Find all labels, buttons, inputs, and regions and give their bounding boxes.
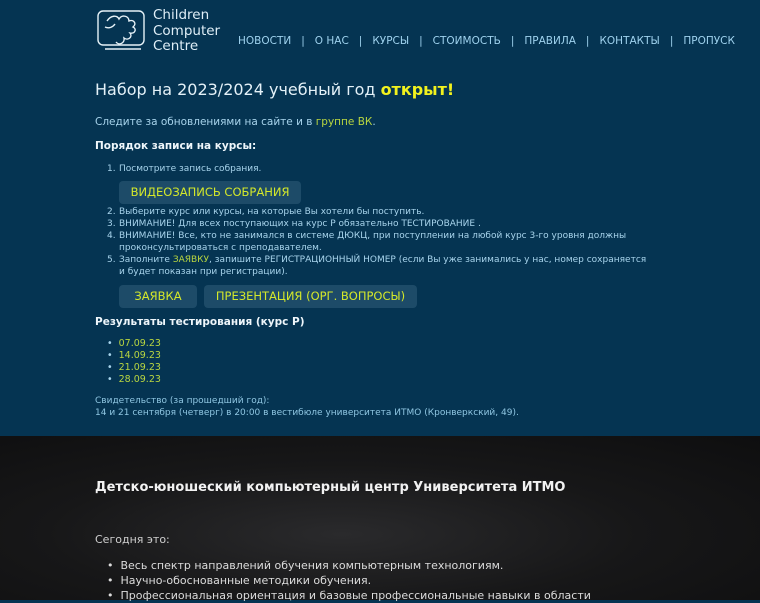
- presentation-button[interactable]: ПРЕЗЕНТАЦИЯ (ОРГ. ВОПРОСЫ): [204, 285, 417, 308]
- step-text: ВНИМАНИЕ! Все, кто не занимался в системе ДЮКЦ, при поступлении на любой курс 3-го уровня должны проконсультироваться с преподавателем.: [119, 231, 627, 253]
- nav-pass[interactable]: ПРОПУСК: [683, 35, 735, 47]
- video-recording-button[interactable]: ВИДЕОЗАПИСЬ СОБРАНИЯ: [119, 181, 301, 204]
- list-item: [107, 218, 647, 230]
- list-item: [107, 163, 647, 175]
- step-text: Выберите курс или курсы, на которые Вы хотели бы поступить.: [119, 207, 425, 217]
- list-item: • 28.09.23: [107, 374, 161, 385]
- step-text: ВНИМАНИЕ! Для всех поступающих на курс P обязательно ТЕСТИРОВАНИЕ .: [119, 219, 481, 229]
- step-number: 2.: [107, 207, 116, 217]
- nav-rules[interactable]: ПРАВИЛА: [524, 35, 576, 47]
- nav-about[interactable]: О НАС: [314, 35, 349, 47]
- step-text: Посмотрите запись собрания.: [119, 164, 262, 174]
- results-title: Результаты тестирования (курс P): [95, 316, 305, 328]
- step-number: 5.: [107, 255, 116, 265]
- step-text: Заполните: [119, 255, 173, 265]
- result-link[interactable]: 07.09.23: [118, 338, 161, 349]
- logo-icon[interactable]: [97, 9, 147, 53]
- nav-courses[interactable]: КУРСЫ: [372, 35, 410, 47]
- list-item: • Профессиональная ориентация и базовые профессиональные навыки в области: [107, 589, 591, 602]
- about-list: [107, 558, 591, 603]
- step-number: 3.: [107, 219, 116, 229]
- order-title: Порядок записи на курсы:: [95, 140, 257, 152]
- nav-separator: |: [358, 35, 363, 47]
- brand-line: Centre: [153, 38, 199, 54]
- list-item: [107, 206, 647, 218]
- nav-separator: |: [585, 35, 590, 47]
- about-intro: Сегодня это:: [95, 533, 170, 546]
- list-item: • 07.09.23: [107, 338, 161, 349]
- step-text: , запишите РЕГИСТРАЦИОННЫЙ НОМЕР (если Вы уже занимались у нас, номер сохраняется и будет показан при регистрации).: [119, 255, 647, 277]
- nav-separator: |: [419, 35, 423, 47]
- follow-end: .: [372, 116, 376, 128]
- main-nav: [238, 35, 735, 47]
- step-number: 1.: [107, 164, 116, 174]
- nav-separator: |: [669, 35, 674, 47]
- about-title: Детско-юношеский компьютерный центр Университета ИТМО: [95, 480, 566, 495]
- nav-contacts[interactable]: КОНТАКТЫ: [599, 35, 660, 47]
- list-item: [107, 230, 647, 254]
- follow-label: Следите за обновлениями на сайте и в: [95, 116, 316, 128]
- nav-price[interactable]: СТОИМОСТЬ: [432, 35, 501, 47]
- vk-group-link[interactable]: группе ВК: [315, 116, 373, 128]
- list-item: [107, 254, 647, 278]
- result-link[interactable]: 21.09.23: [118, 362, 161, 373]
- headline-text: Набор на 2023/2024 учебный год: [95, 80, 381, 99]
- about-item: Профессиональная ориентация и базовые профессиональные навыки в области: [120, 589, 591, 602]
- result-link[interactable]: 28.09.23: [118, 374, 161, 385]
- list-item: • Весь спектр направлений обучения компьютерным технологиям.: [107, 559, 504, 572]
- brand-line: Children: [153, 7, 210, 23]
- list-item: • Научно-обоснованные методики обучения.: [107, 574, 372, 587]
- brand-line: Computer: [153, 22, 221, 39]
- step-number: 4.: [107, 231, 116, 241]
- list-item: • 14.09.23: [107, 350, 161, 361]
- nav-separator: |: [301, 35, 305, 47]
- application-link[interactable]: ЗАЯВКУ: [172, 255, 210, 265]
- follow-text: [95, 116, 376, 128]
- headline-highlight: открыт!: [380, 80, 455, 99]
- apply-button[interactable]: ЗАЯВКА: [119, 285, 197, 308]
- certificate-info: [95, 395, 519, 419]
- certificate-details: 14 и 21 сентября (четверг) в 20:00 в вестибюле университета ИТМО (Кронверкский, 49).: [95, 408, 519, 418]
- brand-name: [153, 8, 220, 55]
- about-item: Научно-обоснованные методики обучения.: [120, 574, 372, 587]
- steps-list: [107, 163, 647, 308]
- certificate-title: Свидетельство (за прошедший год):: [95, 396, 270, 406]
- result-link[interactable]: 14.09.23: [118, 350, 161, 361]
- nav-separator: |: [510, 35, 515, 47]
- about-section: [0, 436, 760, 600]
- results-list: [107, 338, 161, 386]
- about-item: Весь спектр направлений обучения компьютерным технологиям.: [120, 559, 504, 572]
- list-item: • 21.09.23: [107, 362, 161, 373]
- nav-news[interactable]: НОВОСТИ: [238, 35, 292, 47]
- enrollment-headline: [95, 80, 454, 99]
